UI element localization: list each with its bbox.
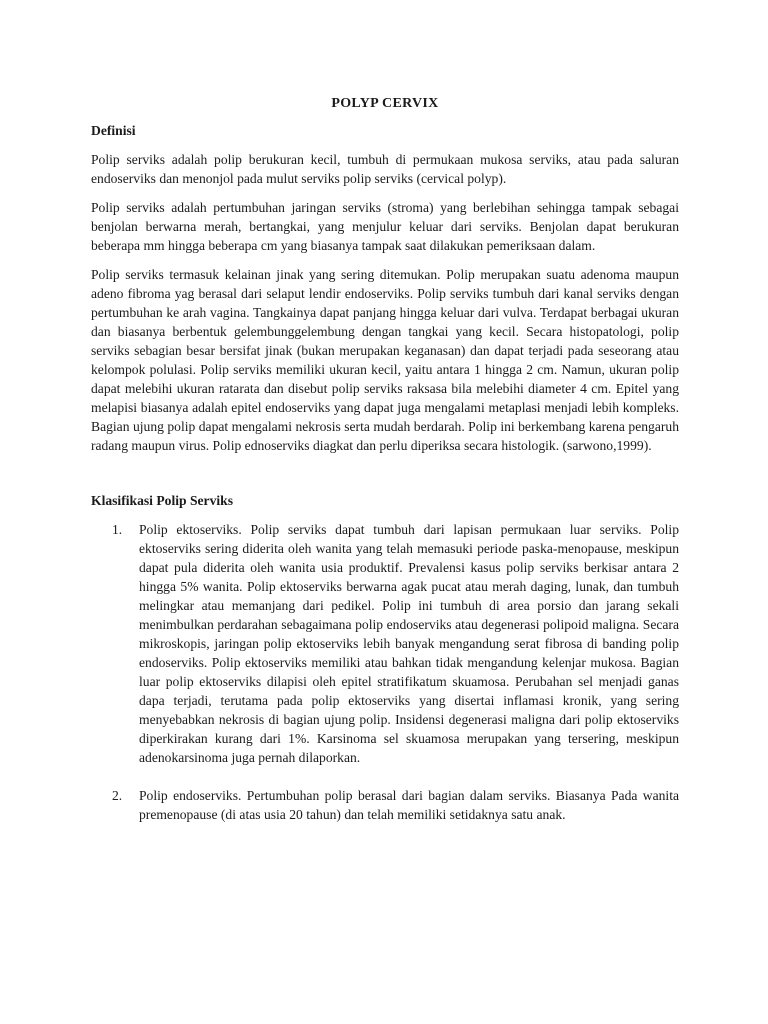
klasifikasi-list [91,520,679,824]
list-item-text: Polip ektoserviks. Polip serviks dapat tumbuh dari lapisan permukaan luar serviks. Polip ektoserviks sering diderita oleh wanita yang telah memasuki periode paska-menopause, meskipun dapat pula diderita oleh wanita usia produktif. Prevalensi kasus polip serviks berkisar antara 2 hingga 5% wanita. Polip ektoserviks berwarna agak pucat atau merah daging, lunak, dan tumbuh melingkar atau memanjang dari pedikel. Polip ini tumbuh di area porsio dan jarang sekali menimbulkan perdarahan sebagaimana polip endoserviks atau degenerasi polipoid maligna. Secara mikroskopis, jaringan polip ektoserviks lebih banyak mengandung serat fibrosa di banding polip endoserviks. Polip ektoserviks memiliki atau bahkan tidak mengandung kelenjar mukosa. Bagian luar polip ektoserviks dilapisi oleh epitel stratifikatum skuamosa. Perubahan sel menjadi ganas dapa terjadi, terutama pada polip ektoserviks yang disertai inflamasi kronik, yang sering menyebabkan nekrosis di bagian ujung polip. Insidensi degenerasi maligna dari polip ektoserviks diperkirakan kurang dari 1%. Karsinoma sel skuamosa merupakan yang tersering, meskipun adenokarsinoma juga pernah dilaporkan. [139,522,679,765]
list-item-number: 2. [112,788,123,803]
list-item [91,520,679,767]
definisi-paragraph-1: Polip serviks adalah polip berukuran kecil, tumbuh di permukaan mukosa serviks, atau pada saluran endoserviks dan menonjol pada mulut serviks polip serviks (cervical polyp). [91,152,679,186]
definisi-paragraph-2: Polip serviks adalah pertumbuhan jaringan serviks (stroma) yang berlebihan sehingga tampak sebagai benjolan berwarna merah, bertangkai, yang menjulur keluar dari serviks. Benjolan dapat berukuran beberapa mm hingga beberapa cm yang biasanya tampak saat dilakukan pemeriksaan dalam. [91,200,679,253]
definisi-paragraph-3: Polip serviks termasuk kelainan jinak yang sering ditemukan. Polip merupakan suatu adenoma maupun adeno fibroma yag berasal dari selaput lendir endoserviks. Polip serviks tumbuh dari kanal serviks dengan pertumbuhan ke arah vagina. Tangkainya dapat panjang hingga keluar dari vulva. Terdapat berbagai ukuran dan biasanya berbentuk gelembunggelembung dengan tangkai yang kecil. Secara histopatologi, polip serviks sebagian besar bersifat jinak (bukan merupakan keganasan) dan dapat terjadi pada seseorang atau kelompok polulasi. Polip serviks memiliki ukuran kecil, yaitu antara 1 hingga 2 cm. Namun, ukuran polip dapat melebihi ukuran ratarata dan disebut polip serviks raksasa bila melebihi diameter 4 cm. Epitel yang melapisi biasanya adalah epitel endoserviks yang dapat juga mengalami metaplasi menjadi lebih kompleks. Bagian ujung polip dapat mengalami nekrosis serta mudah berdarah. Polip ini berkembang karena pengaruh radang maupun virus. Polip ednoserviks diagkat dan perlu diperiksa secara histologik. (sarwono,1999). [91,267,679,453]
list-item-text: Polip endoserviks. Pertumbuhan polip berasal dari bagian dalam serviks. Biasanya Pada wanita premenopause (di atas usia 20 tahun) dan telah memiliki setidaknya satu anak. [139,788,679,822]
list-item-number: 1. [112,522,123,537]
document-page [91,94,679,843]
list-item [91,786,679,824]
section-spacer [91,465,679,491]
section-heading-klasifikasi: Klasifikasi Polip Serviks [91,493,234,508]
section-heading-definisi: Definisi [91,123,136,138]
document-title: POLYP CERVIX [331,96,439,111]
